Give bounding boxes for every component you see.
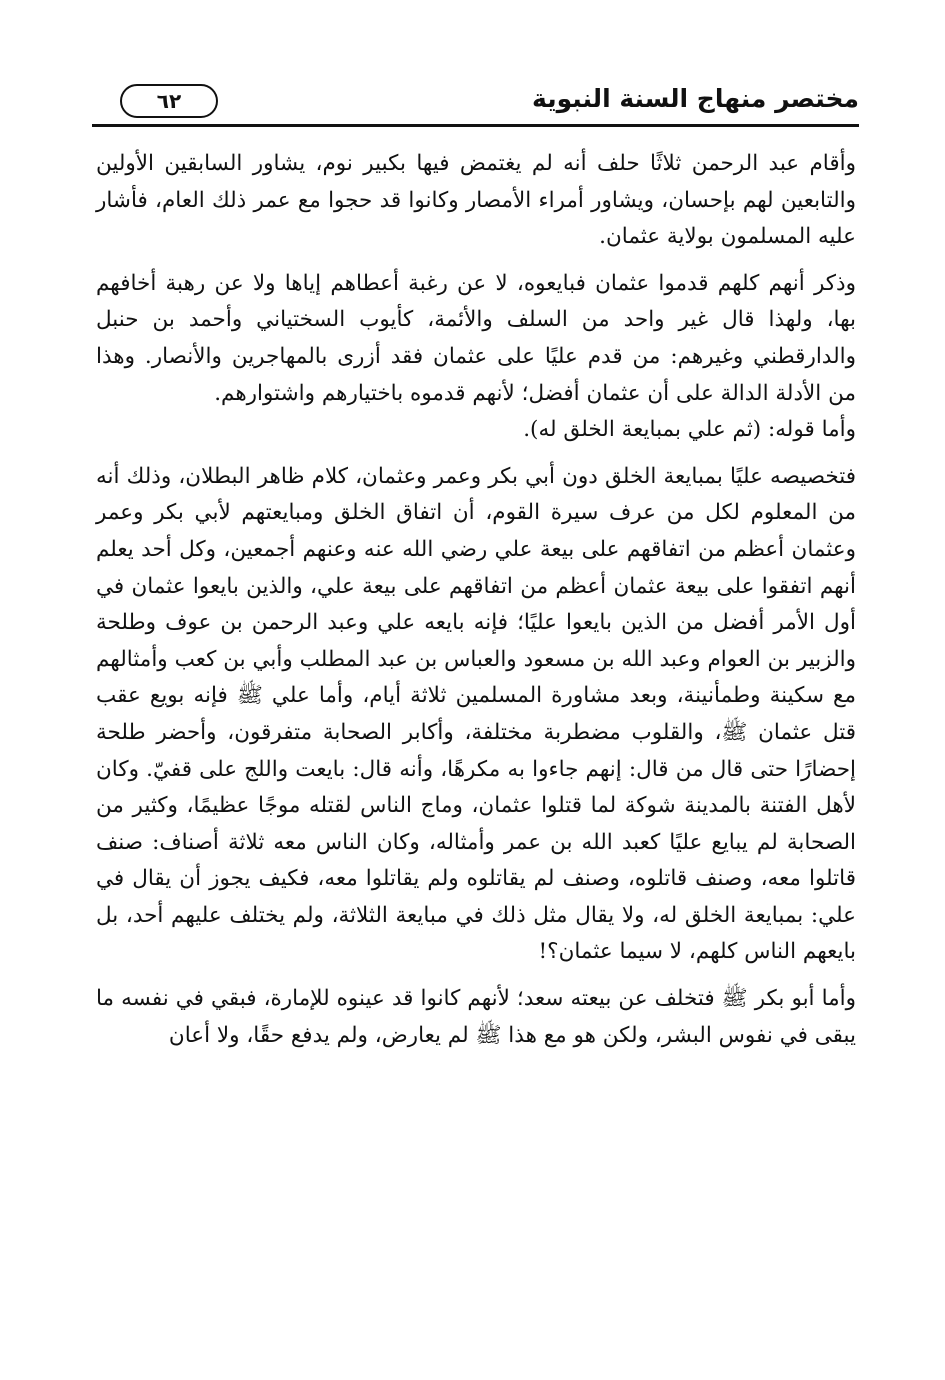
page-number: ٦٢: [120, 84, 218, 118]
page-body: [96, 146, 856, 1054]
paragraph: وأقام عبد الرحمن ثلاثًا حلف أنه لم يغتمض فيها بكبير نوم، يشاور السابقين الأولين والتابعين لهم بإحسان، ويشاور أمراء الأمصار وكانوا قد حجوا مع عمر ذلك العام، فأشار عليه المسلمون بولاية عثمان.: [96, 151, 856, 250]
running-title: مختصر منهاج السنة النبوية: [532, 84, 859, 113]
paragraph: وأما أبو بكر ﷺ فتخلف عن بيعته سعد؛ لأنهم كانوا قد عينوه للإمارة، فبقي في نفسه ما يبقى في نفوس البشر، ولكن هو مع هذا ﷺ لم يعارض، ولم يدفع حقًا، ولا أعان: [96, 986, 856, 1048]
page-header: [92, 78, 859, 130]
paragraph: وأما قوله: (ثم علي بمبايعة الخلق له).: [523, 417, 856, 443]
paragraph: فتخصيصه عليًا بمبايعة الخلق دون أبي بكر وعمر وعثمان، كلام ظاهر البطلان، وذلك أنه من المعلوم لكل من عرف سيرة القوم، أن اتفاق الخلق ومبايعتهم لأبي بكر وعمر وعثمان أعظم من اتفاقهم على بيعة علي رضي الله عنه وعنهم أجمعين، وكل أحد يعلم أنهم اتفقوا على بيعة عثمان أعظم من اتفاقهم على بيعة علي، والذين بايعوا عثمان في أول الأمر أفضل من الذين بايعوا عليًا؛ فإنه بايعه علي وعبد الرحمن بن عوف وطلحة والزبير بن العوام وعبد الله بن مسعود والعباس بن عبد المطلب وأبي بن كعب وأمثالهم مع سكينة وطمأنينة، وبعد مشاورة المسلمين ثلاثة أيام، وأما علي ﷺ فإنه بويع عقب قتل عثمان ﷺ، والقلوب مضطربة مختلفة، وأكابر الصحابة متفرقون، وأحضر طلحة إحضارًا حتى قال من قال: إنهم جاءوا به مكرهًا، وأنه قال: بايعت واللج على قفيّ. وكان لأهل الفتنة بالمدينة شوكة لما قتلوا عثمان، وماج الناس لقتله موجًا عظيمًا، وكثير من الصحابة لم يبايع عليًا كعبد الله بن عمر وأمثاله، وكان الناس معه ثلاثة أصناف: صنف قاتلوا معه، وصنف قاتلوه، وصنف لم يقاتلوه ولم يقاتلوا معه، فكيف يجوز أن يقال في علي: بمبايعة الخلق له، ولا يقال مثل ذلك في مبايعة الثلاثة، ولم يختلف عليهم أحد، بل بايعهم الناس كلهم، لا سيما عثمان؟!: [96, 463, 856, 965]
paragraph: وذكر أنهم كلهم قدموا عثمان فبايعوه، لا عن رغبة أعطاهم إياها ولا عن رهبة أخافهم بها، ولهذا قال غير واحد من السلف والأئمة، كأيوب السختياني وأحمد بن حنبل والدارقطني وغيرهم: من قدم عليًا على عثمان فقد أزرى بالمهاجرين والأنصار. وهذا من الأدلة الدالة على أن عثمان أفضل؛ لأنهم قدموه باختيارهم واشتوارهم.: [96, 270, 856, 406]
header-rule: [92, 124, 859, 127]
